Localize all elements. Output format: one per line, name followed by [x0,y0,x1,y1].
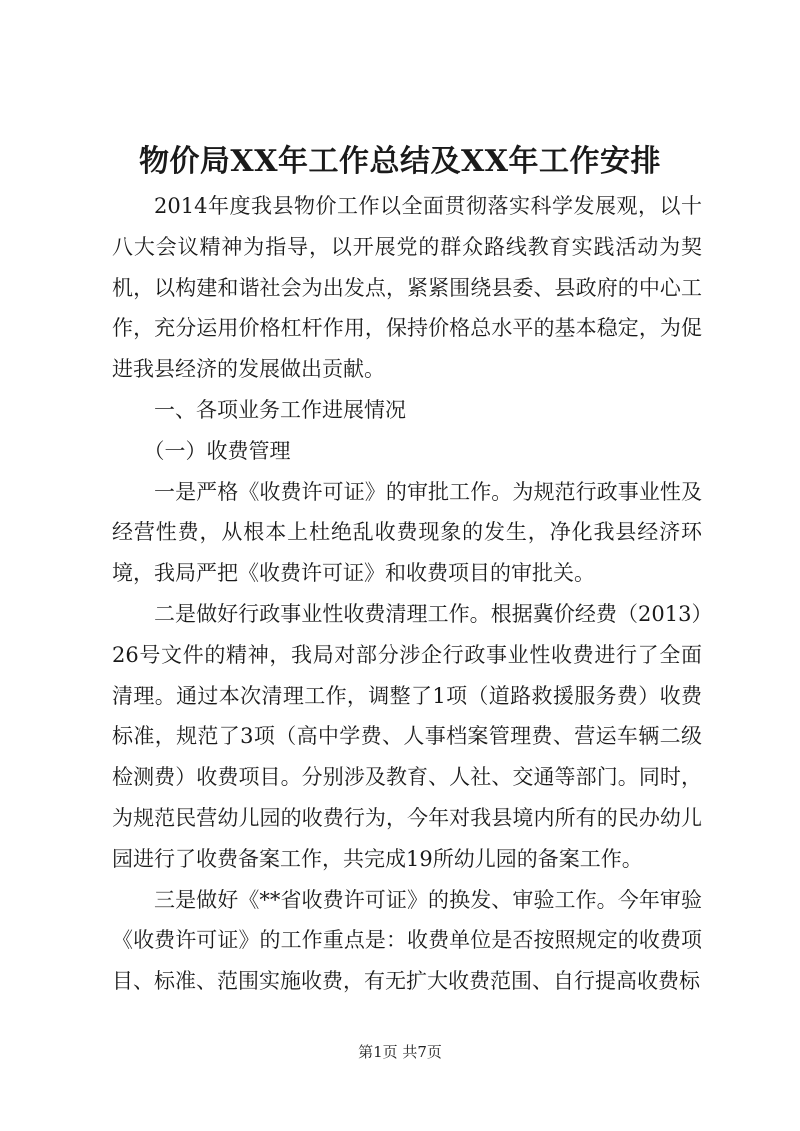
paragraph-license-approval: 一是严格《收费许可证》的审批工作。为规范行政事业性及经营性费，从根本上杜绝乱收费现象的发生，净化我县经济环境，我局严把《收费许可证》和收费项目的审批关。 [112,479,702,586]
subsection-heading: （一）收费管理 [143,438,291,463]
page-footer: 第1页 共7页 [358,1043,442,1061]
document-title: 物价局XX年工作总结及XX年工作安排 [138,144,662,179]
section-heading: 一、各项业务工作进展情况 [154,397,406,422]
paragraph-fee-cleanup: 二是做好行政事业性收费清理工作。根据冀价经费（2013）26号文件的精神，我局对部分涉企行政事业性收费进行了全面清理。通过本次清理工作，调整了1项（道路救援服务费）收费标准，规范了3项（高中学费、人事档案管理费、营运车辆二级检测费）收费项目。分别涉及教育、人社、交通等部门。同时，为规范民营幼儿园的收费行为，今年对我县境内所有的民办幼儿园进行了收费备案工作，共完成19所幼儿园的备案工作。 [112,601,702,871]
document-body [112,186,702,1002]
paragraph-license-renewal: 三是做好《**省收费许可证》的换发、审验工作。今年审验《收费许可证》的工作重点是：收费单位是否按照规定的收费项目、标准、范围实施收费，有无扩大收费范围、自行提高收费标 [112,887,702,994]
intro-paragraph: 2014年度我县物价工作以全面贯彻落实科学发展观，以十八大会议精神为指导，以开展党的群众路线教育实践活动为契机，以构建和谐社会为出发点，紧紧围绕县委、县政府的中心工作，充分运用价格杠杆作用，保持价格总水平的基本稳定，为促进我县经济的发展做出贡献。 [112,194,702,382]
